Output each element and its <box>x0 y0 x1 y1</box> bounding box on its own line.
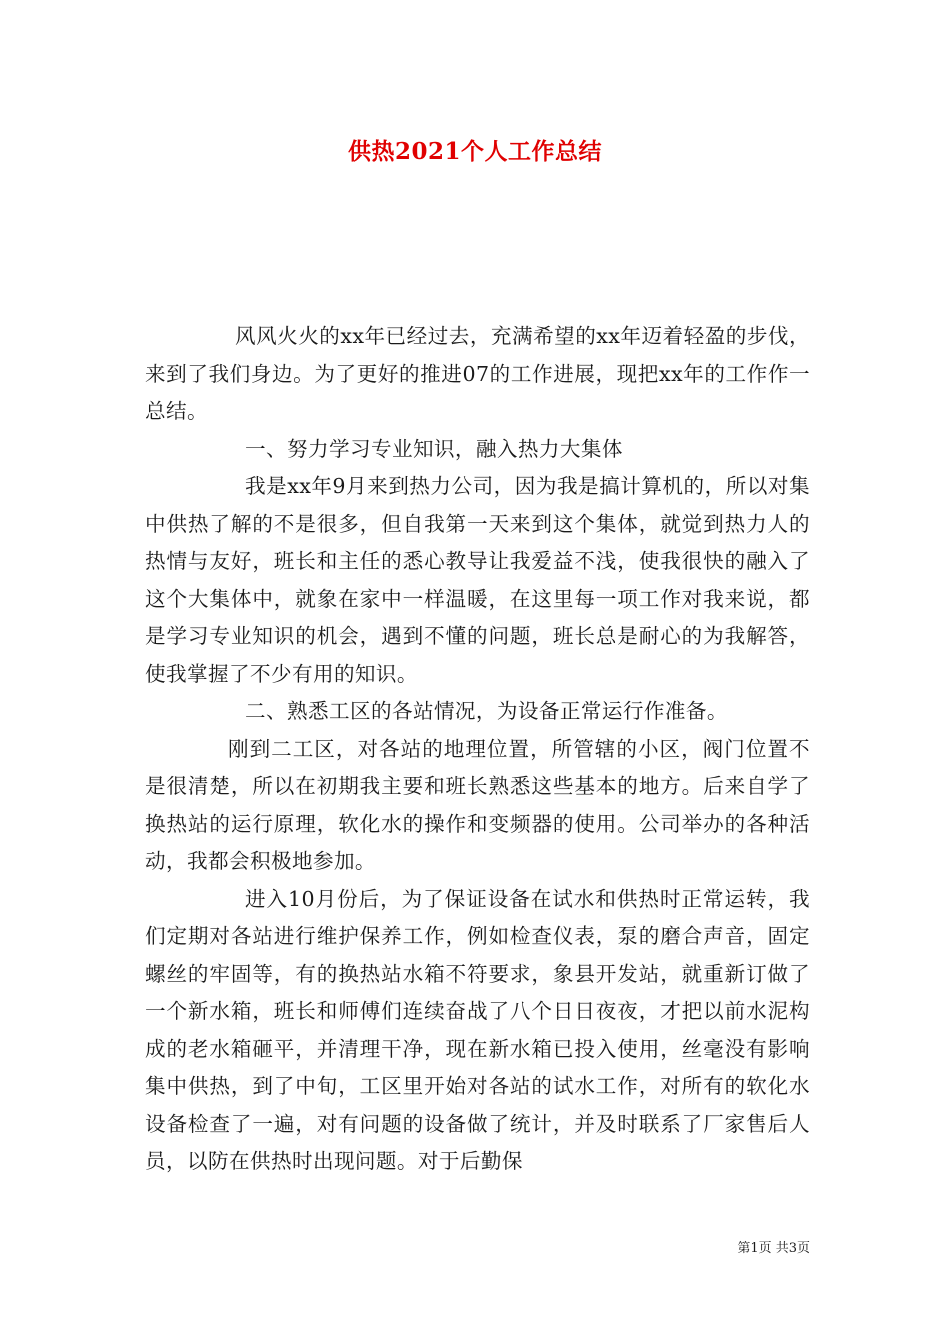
document-title: 供热2021个人工作总结 <box>347 138 602 165</box>
paragraph-maintenance: 进入10月份后，为了保证设备在试水和供热时正常运转，我们定期对各站进行维护保养工作，例如检查仪表，泵的磨合声音，固定螺丝的牢固等，有的换热站水箱不符要求，象县开发站，就重新订做了一个新水箱，班长和师傅们连续奋战了八个日日夜夜，才把以前水泥构成的老水箱砸平，并清理干净，现在新水箱已投入使用，丝毫没有影响集中供热，到了中旬，工区里开始对各站的试水工作，对所有的软化水设备检查了一遍，对有问题的设备做了统计，并及时联系了厂家售后人员，以防在供热时出现问题。对于后勤保 <box>145 886 810 1173</box>
paragraph-intro: 风风火火的xx年已经过去，充满希望的xx年迈着轻盈的步伐，来到了我们身边。为了更好的推进07的工作进展，现把xx年的工作作一总结。 <box>145 324 810 423</box>
section-heading-1: 一、努力学习专业知识，融入热力大集体 <box>245 436 623 461</box>
paragraph-section-1: 我是xx年9月来到热力公司，因为我是搞计算机的，所以对集中供热了解的不是很多，但自我第一天来到这个集体，就觉到热力人的热情与友好，班长和主任的悉心教导让我爱益不浅，使我很快的融入了这个大集体中，就象在家中一样温暖，在这里每一项工作对我来说，都是学习专业知识的机会，遇到不懂的问题，班长总是耐心的为我解答，使我掌握了不少有用的知识。 <box>145 474 810 686</box>
paragraph-section-2: 刚到二工区，对各站的地理位置，所管辖的小区，阀门位置不是很清楚，所以在初期我主要和班长熟悉这些基本的地方。后来自学了换热站的运行原理，软化水的操作和变频器的使用。公司举办的各种活动，我都会积极地参加。 <box>145 736 810 873</box>
document-body <box>145 318 810 1181</box>
section-heading-2: 二、熟悉工区的各站情况，为设备正常运行作准备。 <box>245 699 728 723</box>
page-number-footer: 第1页 共3页 <box>737 1241 810 1256</box>
